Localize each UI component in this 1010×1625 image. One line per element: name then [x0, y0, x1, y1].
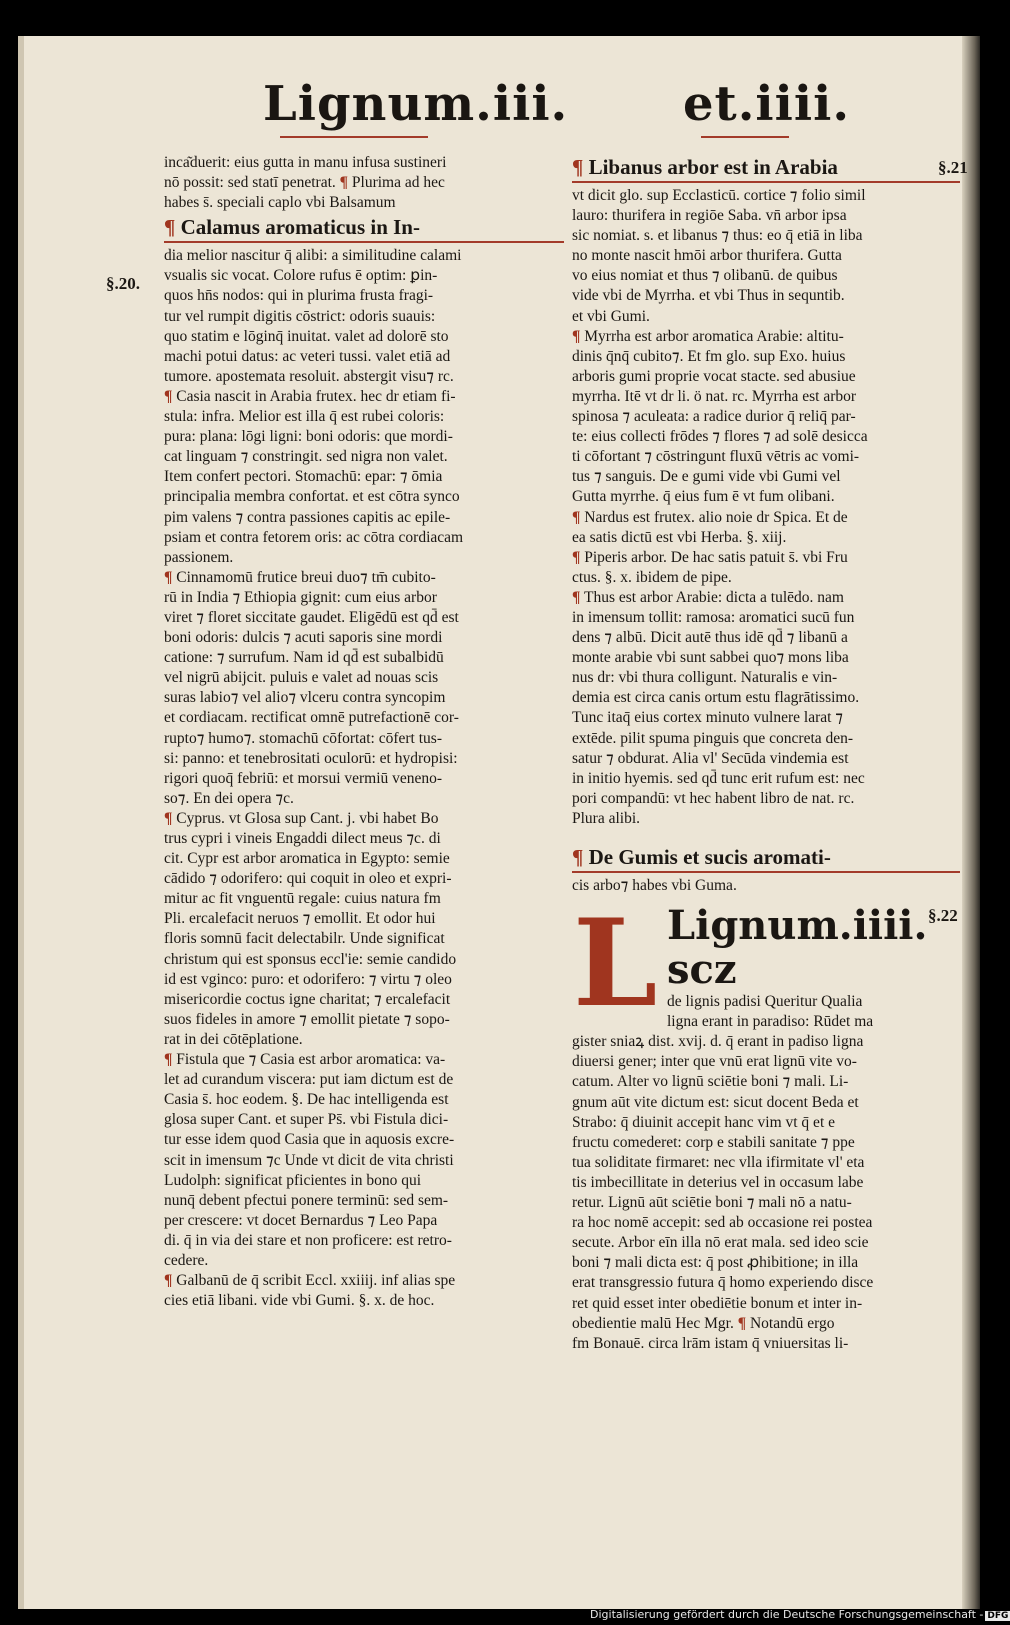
text-line: spinosa ⁊ aculeata: a radice durior q̄ reliq̄ par-: [572, 408, 856, 426]
text-line: machi potui datus: ac veteri tussi. valet etiā ad: [164, 347, 451, 365]
text-line: Ludolph: significat pficientes in bono qui: [164, 1171, 421, 1189]
text-line: ¶ Myrrha est arbor aromatica Arabie: altitu-: [572, 327, 844, 345]
text-line: te: eius collecti frōdes ⁊ flores ⁊ ad solē desicca: [572, 428, 868, 446]
text-line: myrrha. Itē vt dr li. ö nat. rc. Myrrha est arbor: [572, 387, 857, 405]
running-header-left: Lignum.iii.: [263, 76, 569, 132]
text-line: satur ⁊ obdurat. Alia vl' Secūda vindemia est: [572, 749, 849, 767]
text-line: vide vbi de Myrrha. et vbi Thus in sequntib.: [572, 287, 845, 305]
text-column-right: ¶ Libanus arbor est in Arabia vt dicit glo. sup Ecclasticū. cortice ⁊ folio simil lauro: thurifera in regiōe Saba. vn̄ arbor ipsa sic nomiat. s. et libanus ⁊ thus: eo q̄ etiā in liba no monte nascit hmōi arbor thurifera. Gutta vo eius nomiat et thus ⁊ olibanū. de quibus vide vbi de Myrrha. et vbi Thus in sequntib. et vbi Gumi. ¶ Myrrha est arbor aromatica Arabie: altitu- dinis q̄nq̄ cubito⁊. Et fm glo. sup Exo. huius arboris gumi proprie vocat stacte. sed abusiue myrrha. Itē vt dr li. ö nat. rc. Myrrha est arbor spinosa ⁊ aculeata: a radice durior q̄ reliq̄ par- te: eius collecti frōdes ⁊ flores ⁊ ad solē desicca ti cōfortant ⁊ cōstringunt fluxū vētris ac vomi- tus ⁊ sanguis. De e gumi vide vbi Gumi vel Gutta myrrhe. q̄ eius fum ē vt fum olibani. ¶ Nardus est frutex. alio noie dr Spica. Et de ea satis dictū est vbi Herba. §. xiij. ¶ Piperis arbor. De hac satis patuit s̄. vbi Fru ctus. §. x. ibidem de pipe. ¶ Thus est arbor Arabie: dicta a tulēdo. nam in imensum tollit: ramosa: aromatici sucū fun dens ⁊ albū. Dicit autē thus idē qd̄ ⁊ libanū a monte arabie vbi sunt sabbei quo⁊ mons liba nus dr: vbi thura colligunt. Naturalis e vin- demia est circa canis ortum estu flagrātissimo. Tunc itaq̄ eius cortex minuto vulnere larat ⁊ extēde. pilit spuma pinguis que concreta den- satur ⁊ obdurat. Alia vl' Secūda vindemia est in initio hyemis. sed qd̄ tunc erit rufum est: nec pori compandū: vt hec habent libro de nat. rc. Plura alibi. ¶ De Gumis et sucis aromati- cis arbo⁊ habes vbi Guma. Lignum.iiii. scz de lignis padisi Queritur Qualia ligna erant in paradiso: Rūdet ma gister sniaꝝ dist. xvij. d. q̄ erant in padiso ligna diuersi gener; inter que vnū erat lignū vite vo- catum. Alter vo lignū sciētie boni ⁊ mali. Li- gnum aūt vite dictum est: sicut docent Beda et Strabo: q̄ diuinit accepit hanc vim vt q̄ et e fructu comederet: corp e stabili sanitate ⁊ ppe tua soliditate firmaret: nec vlla ifirmitate vl' eta tis imbecillitate in deterius vel in occasum labe retur. Lignū aūt sciētie boni ⁊ mali nō a natu- ra hoc nomē accepit: sed ab occasione rei postea secute. Arbor eīn illa nō erat mala. sed ideo scie boni ⁊ mali dicta est: q̄ post ꝓhibitione; in illa erat transgressio futura q̄ homo experiendo disce ret quid esset inter obediētie bonum et inter in- obedientie malū Hec Mgr. ¶ Notandū ergo fm Bonauē. circa lrām istam q̄ vniuersitas li-: [572, 153, 960, 1354]
text-line: fm Bonauē. circa lrām istam q̄ vniuersitas li-: [572, 1334, 849, 1352]
text-line: rupto⁊ humo⁊. stomachū cōfortat: cōfert tus-: [164, 729, 442, 747]
text-line: pura: plana: lōgi ligni: boni odoris: que mordi-: [164, 428, 453, 446]
text-line: gister sniaꝝ dist. xvij. d. q̄ erant in padiso ligna: [572, 1033, 864, 1051]
text-line: tumore. apostemata resoluit. abstergit visu⁊ rc.: [164, 367, 454, 385]
text-line: gnum aūt vite dictum est: sicut docent Beda et: [572, 1093, 859, 1111]
text-line: principalia membra confortat. et est cōtra synco: [164, 488, 460, 506]
text-line: so⁊. En dei opera ⁊c.: [164, 789, 294, 807]
text-line: pori compandū: vt hec habent libro de nat. rc.: [572, 789, 855, 807]
text-line: ra hoc nomē accepit: sed ab occasione rei postea: [572, 1214, 873, 1232]
text-line: obedientie malū Hec Mgr. ¶ Notandū ergo: [572, 1314, 835, 1332]
text-line: nus dr: vbi thura colligunt. Naturalis e vin-: [572, 669, 838, 687]
text-line: Strabo: q̄ diuinit accepit hanc vim vt q̄ et e: [572, 1113, 836, 1131]
dfg-logo: DFG: [987, 1611, 1009, 1621]
text-line: misericordie coctus igne charitat; ⁊ ercalefacit: [164, 990, 451, 1008]
text-line: et cordiacam. rectificat omnē putrefactionē cor-: [164, 709, 459, 727]
text-line: ti cōfortant ⁊ cōstringunt fluxū vētris ac vomi-: [572, 448, 860, 466]
text-line: vsualis sic vocat. Colore rufus ē optim: ꝑin-: [164, 267, 438, 285]
text-line: vt dicit glo. sup Ecclasticū. cortice ⁊ folio simil: [572, 187, 866, 204]
text-line: ¶ Calamus aromaticus in In-: [164, 215, 420, 240]
text-line: arboris gumi proprie vocat stacte. sed abusiue: [572, 367, 856, 385]
text-line: Tunc itaq̄ eius cortex minuto vulnere larat ⁊: [572, 709, 844, 727]
text-line: ¶ Cinnamomū frutice breui duo⁊ tm̄ cubito-: [164, 568, 436, 586]
header-underline-right: [701, 136, 789, 138]
text-line: ea satis dictū est vbi Herba. §. xiij.: [572, 528, 787, 546]
text-line: per crescere: vt docet Bernardus ⁊ Leo Papa: [164, 1211, 438, 1229]
text-line: monte arabie vbi sunt sabbei quo⁊ mons liba: [572, 649, 849, 667]
text-line: suras labio⁊ vel alio⁊ vlceru contra syncopim: [164, 689, 446, 707]
text-line: secute. Arbor eīn illa nō erat mala. sed ideo scie: [572, 1234, 869, 1252]
text-line: boni ⁊ mali dicta est: q̄ post ꝓhibitione; in illa: [572, 1254, 859, 1272]
text-line: cit. Cypr est arbor aromatica in Egypto: semie: [164, 850, 450, 868]
text-line: ¶ Piperis arbor. De hac satis patuit s̄. vbi Fru: [572, 548, 848, 566]
lignum-heading: Lignum.iiii. scz: [667, 902, 928, 994]
section-heading: ¶ De Gumis et sucis aromati-: [572, 845, 831, 869]
text-line: christum qui est sponsus eccl'ie: semie candido: [164, 950, 457, 968]
text-line: Plura alibi.: [572, 809, 641, 827]
text-line: pim valens ⁊ contra passiones capitis ac epile-: [164, 508, 451, 526]
text-line: fructu comederet: corp e stabili sanitate ⁊ ppe: [572, 1133, 855, 1151]
text-line: Pli. ercalefacit neruos ⁊ emollit. Et odor hui: [164, 910, 436, 928]
right-column-entries: [572, 153, 960, 829]
text-line: ¶ Galbanū de q̄ scribit Eccl. xxiiij. inf alias spe: [164, 1272, 456, 1290]
text-line: di. q̄ in via dei stare et non proficere: est retro-: [164, 1231, 452, 1249]
text-line: si: panno: et tenebrositati oculorū: et hydropisi:: [164, 749, 458, 767]
text-line: Item confert pectori. Stomachū: epar: ⁊ ōmia: [164, 468, 443, 486]
text-line: tur vel rumpit digitis cōstrict: odoris suauis:: [164, 307, 436, 325]
text-line: glosa super Cant. et super Ps̄. vbi Fistula dici-: [164, 1111, 449, 1129]
running-header-right: et.iiii.: [683, 76, 851, 132]
text-line: retur. Lignū aūt sciētie boni ⁊ mali nō a natu-: [572, 1194, 852, 1212]
text-line: tis imbecillitate in deterius vel in occasum labe: [572, 1173, 864, 1191]
text-line: dia melior nascitur q̄ alibi: a similitudine calami: [164, 247, 462, 265]
heading-rule: [572, 181, 960, 183]
section-heading-rule: [572, 871, 960, 873]
text-line: rigori quoq̄ febriū: et morsui vermiū veneno-: [164, 769, 443, 787]
text-line: dens ⁊ albū. Dicit autē thus idē qd̄ ⁊ libanū a: [572, 629, 848, 647]
text-line: quos hn̄s nodos: qui in plurima frusta fragi-: [164, 287, 434, 305]
text-line: tua soliditate firmaret: nec vlla ifirmitate vl' eta: [572, 1153, 865, 1171]
text-line: tus ⁊ sanguis. De e gumi vide vbi Gumi vel: [572, 468, 841, 486]
text-line: tur esse idem quod Casia que in aquosis excre-: [164, 1131, 455, 1149]
initial-letter-L: L: [573, 893, 658, 1034]
text-line: id est vginco: puro: et odorifero: ⁊ virtu ⁊ oleo: [164, 970, 452, 988]
margin-note-right-top: §.21: [938, 158, 968, 177]
text-line: vo eius nomiat et thus ⁊ olibanū. de quibus: [572, 267, 838, 285]
text-line: catum. Alter vo lignū sciētie boni ⁊ mali. Li-: [572, 1073, 849, 1091]
text-line: scit in imensum ⁊c Unde vt dicit de vita christi: [164, 1151, 454, 1169]
text-line: ¶ Libanus arbor est in Arabia: [572, 155, 838, 179]
text-line: habes s̄. speciali caplo vbi Balsamum: [164, 194, 396, 212]
text-line: ¶ Thus est arbor Arabie: dicta a tulēdo. nam: [572, 588, 844, 606]
text-line: let ad curandum viscera: put iam dictum est de: [164, 1071, 454, 1089]
heading-rule: [164, 241, 564, 243]
text-line: vel nigrū abijcit. puluis e valet ad nouas scis: [164, 669, 439, 687]
text-line: mitur ac fit vnguentū regale: cuius natura fm: [164, 890, 441, 908]
text-line: ctus. §. x. ibidem de pipe.: [572, 568, 732, 586]
text-line: suos fideles in amore ⁊ emollit pietate ⁊ sopo-: [164, 1010, 450, 1028]
text-line: rat in dei cōtēplatione.: [164, 1030, 303, 1048]
page-binding-edge: [962, 36, 980, 1609]
text-line: floris somnū facit delectabilr. Unde significat: [164, 930, 445, 948]
text-line: rū in India ⁊ Ethiopia gignit: cum eius arbor: [164, 588, 437, 606]
right-column-lignum-text: [572, 992, 960, 1354]
text-line: stula: infra. Melior est illa q̄ est rubei coloris:: [164, 408, 445, 426]
text-line: ligna erant in paradiso: Rūdet ma: [667, 1013, 874, 1031]
text-line: in initio hyemis. sed qd̄ tunc erit rufum est: nec: [572, 769, 865, 787]
text-line: psiam et contra fetorem oris: ac cōtra cordiacam: [164, 528, 464, 546]
text-line: demia est circa canis ortum estu flagrātissimo.: [572, 689, 860, 707]
text-line: ret quid esset inter obediētie bonum et inter in-: [572, 1294, 863, 1312]
text-line: ¶ Nardus est frutex. alio noie dr Spica. Et de: [572, 508, 848, 526]
text-line: Casia s̄. hoc eodem. §. De hac intelligenda est: [164, 1091, 449, 1109]
text-line: cedere.: [164, 1251, 209, 1269]
text-line: ¶ Fistula que ⁊ Casia est arbor aromatica: va-: [164, 1051, 446, 1069]
text-line: dinis q̄nq̄ cubito⁊. Et fm glo. sup Exo. huius: [572, 347, 846, 365]
text-line: erat transgressio futura q̄ homo experiendo disce: [572, 1274, 874, 1292]
margin-note-left: §.20.: [106, 274, 140, 293]
text-line: de lignis padisi Queritur Qualia: [667, 993, 863, 1011]
text-line: trus cypri i vineis Engaddi dilect meus ⁊c. di: [164, 830, 441, 847]
footer-credit: Digitalisierung gefördert durch die Deutsche Forschungsgemeinschaft - DFG: [590, 1608, 1009, 1621]
text-line: cādido ⁊ odorifero: qui coquit in oleo et expri-: [164, 870, 452, 888]
header-underline-left: [280, 136, 428, 138]
text-line: catione: ⁊ surrufum. Nam id qd̄ est subalbidū: [164, 649, 444, 667]
text-line: passionem.: [164, 548, 234, 566]
text-line: quo statim e lōginq̄ inuitat. valet ad dolorē sto: [164, 327, 449, 345]
text-line: et vbi Gumi.: [572, 307, 650, 325]
text-line: in imensum tollit: ramosa: aromatici sucū fun: [572, 608, 855, 626]
text-line: Gutta myrrhe. q̄ eius fum ē vt fum olibani.: [572, 488, 835, 506]
page-gutter: [18, 36, 24, 1609]
text-line: nunq̄ debent pfectui ponere terminū: sed sem-: [164, 1191, 449, 1209]
text-line: no monte nascit hmōi arbor thurifera. Gutta: [572, 247, 842, 265]
text-column-left: [164, 153, 564, 1311]
text-line: cat linguam ⁊ constringit. sed nigra non valet.: [164, 448, 448, 466]
text-line: viret ⁊ floret siccitate gaudet. Eligēdū est qd̄ est: [164, 608, 459, 626]
text-line: extēde. pilit spuma pinguis que concreta den-: [572, 729, 854, 747]
margin-note-right-bottom: §.22: [928, 906, 958, 925]
text-line: boni odoris: dulcis ⁊ acuti saporis sine mordi: [164, 629, 443, 647]
book-page: [18, 36, 980, 1609]
text-line: ¶ Cyprus. vt Glosa sup Cant. j. vbi habet Bo: [164, 809, 439, 827]
text-line: diuersi gener; inter que vnū erat lignū vite vo-: [572, 1053, 857, 1071]
text-line: lauro: thurifera in regiōe Saba. vn̄ arbor ipsa: [572, 207, 847, 225]
text-line: sic nomiat. s. et libanus ⁊ thus: eo q̄ etiā in liba: [572, 227, 863, 245]
text-line: cies etiā libani. vide vbi Gumi. §. x. de hoc.: [164, 1292, 435, 1310]
text-line: inca͂duerit: eius gutta in manu infusa sustineri: [164, 154, 447, 171]
text-line: ¶ Casia nascit in Arabia frutex. hec dr etiam fi-: [164, 387, 456, 405]
text-line: nō possit: sed statī penetrat. ¶ Plurima ad hec: [164, 174, 445, 192]
